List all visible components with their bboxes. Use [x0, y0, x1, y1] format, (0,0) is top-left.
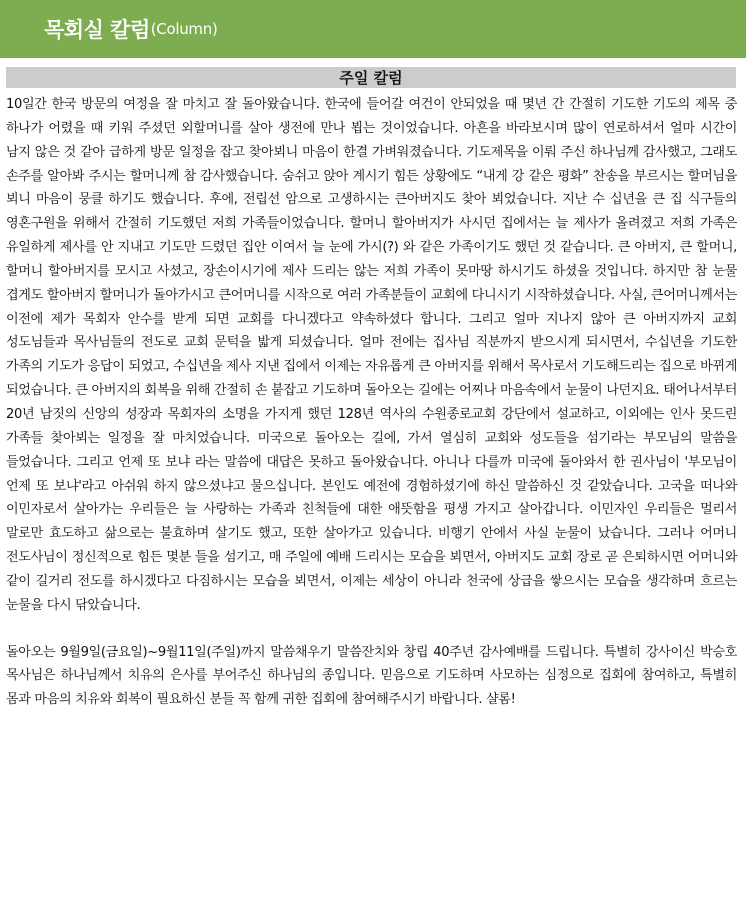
article-paragraph-main: 10일간 한국 방문의 여정을 잘 마치고 잘 돌아왔습니다. 한국에 들어갈 여건이 안되었을 때 몇년 간 간절히 기도한 기도의 제목 중 하나가 어렸을 때 키워 주셨던 외할머니를 살아 생전에 만나 뵙는 것이었습니다. 아흔을 바라보시며 많이 연로하셔서 얼마 시간이 남지 않은 것 같아 급하게 방문 일정을 잡고 찾아뵈니 마음이 한결 가벼워졌습니다. 기도제목을 이뤄 주신 하나님께 감사했고, 그래도 손주를 알아봐 주시는 할머니께 참 감사했습니다. 숨쉬고 앉아 계시기 힘든 상황에도 “내게 강 같은 평화” 찬송을 부르시는 할머님을 뵈니 마음이 뭉클 하기도 했습니다. 후에, 전립선 암으로 고생하시는 큰아버지도 찾아 뵈었습니다. 지난 수 십년을 큰 집 식구들의 영혼구원을 위해서 간절히 기도했던 저희 가족들이었습니다. 할머니 할아버지가 사시던 집에서는 늘 제사가 올려졌고 저희 가족은 유일하게 제사를 안 지내고 기도만 드렸던 집안 이여서 늘 눈에 가시(?) 와 같은 가족이기도 했던 것 같습니다. 큰 아버지, 큰 할머니, 할머니 할아버지를 모시고 사셨고, 장손이시기에 제사 드리는 않는 저희 가족이 못마땅 하시기도 하셨을 것입니다. 하지만 참 눈물 겹게도 할아버지 할머니가 돌아가시고 큰어머니를 시작으로 여러 가족분들이 교회에 다니시기 시작하셨습니다. 사실, 큰어머니께서는 이전에 제가 목회자 안수를 받게 되면 교회를 다니겠다고 약속하셨다 합니다. 그리고 얼마 지나지 않아 큰 아버지까지 교회 성도님들과 목사님들의 전도로 교회 문턱을 밟게 되셨습니다. 얼마 전에는 집사님 직분까지 받으시게 되시면서, 수십년을 기도한 가족의 기도가 응답이 되었고, 수십년을 제사 지낸 집에서 이제는 자유롭게 큰 아버지를 위해서 목사로서 기도해드리는 집으로 바뀌게 되었습니다. 큰 아버지의 회복을 위해 간절히 손 붙잡고 기도하며 돌아오는 길에는 어찌나 마음속에서 눈물이 나던지요. 태어나서부터 20년 남짓의 신앙의 성장과 목회자의 소명을 가지게 했던 128년 역사의 수원종로교회 강단에서 설교하고, 이외에는 인사 못드린 가족들 찾아뵈는 일정을 잘 마치었습니다. 미국으로 돌아오는 길에, 가서 열심히 교회와 성도들을 섬기라는 부모님의 말씀을 들었습니다. 그리고 언제 또 보냐 라는 말씀에 대답은 못하고 돌아왔습니다. 아니나 다를까 미국에 돌아와서 한 권사님이 '부모님이 언제 또 보냐'라고 아쉬워 하지 않으셨냐고 물으십니다. 본인도 예전에 경험하셨기에 하신 말씀하신 것 같았습니다. 고국을 떠나와 이민자로서 살아가는 우리들은 늘 사랑하는 가족과 친척들에 대한 애뜻함을 평생 가지고 살아갑니다. 이민자인 우리들은 멀리서 말로만 효도하고 삶으로는 불효하며 살기도 했고, 또한 살아가고 있습니다. 비행기 안에서 사실 눈물이 났습니다. 그러나 어머니 전도사님이 정신적으로 힘든 몇분 들을 섬기고, 매 주일에 예배 드리시는 모습을 뵈면서, 아버지도 교회 장로 곧 은퇴하시면 어머니와 같이 길거리 전도를 하시겠다고 다짐하시는 모습을 뵈면서, 이제는 세상이 아니라 천국에 상급을 쌓으시는 모습을 생각하며 흐르는 눈물을 다시 닦았습니다.	[6, 97, 737, 613]
article-body	[6, 93, 737, 712]
article-title-bar	[6, 67, 736, 88]
column-header	[0, 0, 746, 58]
article-title: 주일 칼럼	[339, 69, 403, 87]
article-paragraph-announcement: 돌아오는 9월9일(금요일)~9월11일(주일)까지 말씀채우기 말씀잔치와 창립 40주년 감사예배를 드립니다. 특별히 강사이신 박승호 목사님은 하나님께서 치유의 은사를 부어주신 하나님의 종입니다. 믿음으로 기도하며 사모하는 심정으로 집회에 참여하고, 특별히 몸과 마음의 치유와 회복이 필요하신 분들 꼭 함께 귀한 집회에 참여해주시기 바랍니다. 샬롬!	[6, 644, 737, 708]
header-title: 목회실 칼럼	[44, 18, 150, 42]
header-subtitle: (Column)	[150, 20, 218, 38]
